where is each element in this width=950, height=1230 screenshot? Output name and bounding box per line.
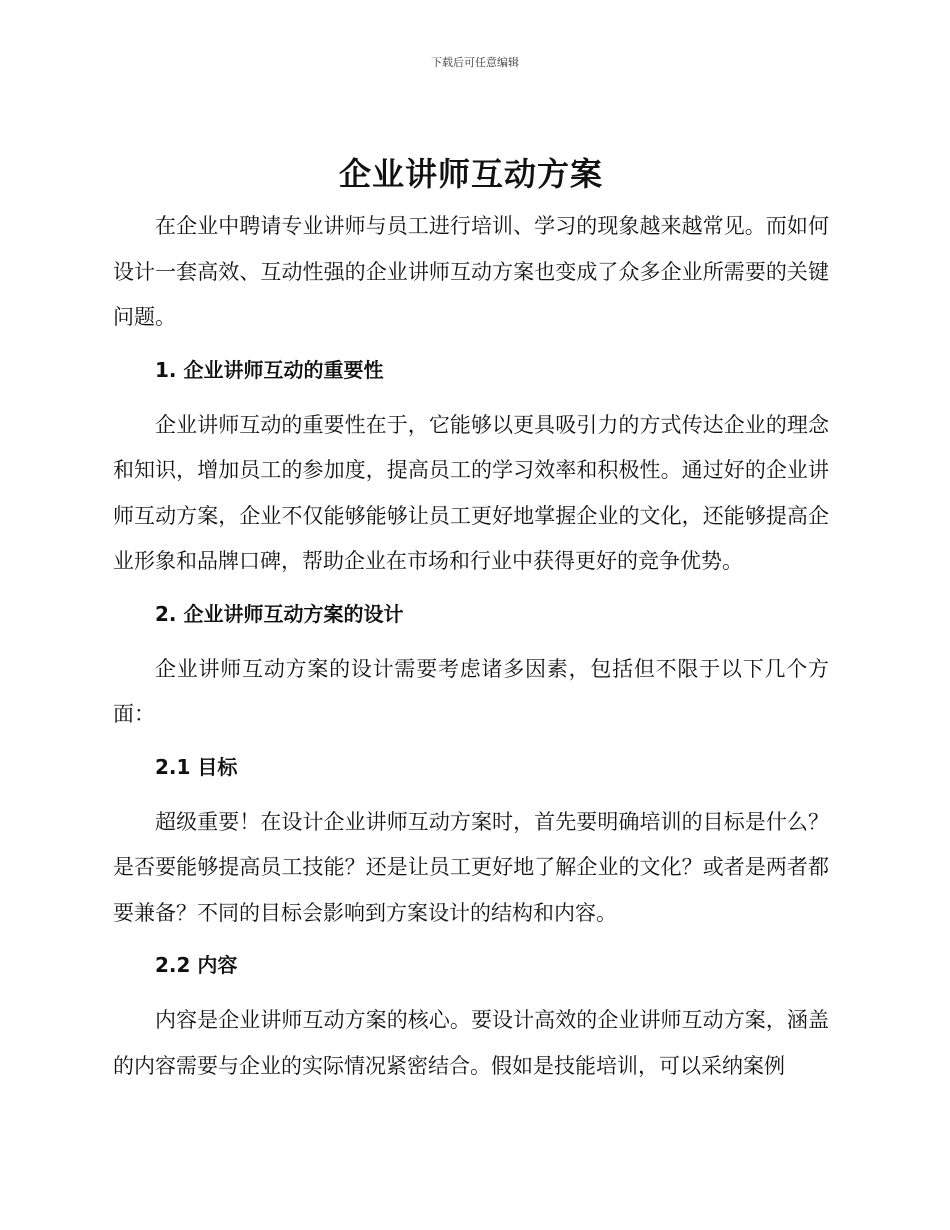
document-body <box>113 150 829 1089</box>
section-1-paragraph: 企业讲师互动的重要性在于，它能够以更具吸引力的方式传达企业的理念和知识，增加员工的参加度，提高员工的学习效率和积极性。通过好的企业讲师互动方案，企业不仅能够能够让员工更好地掌握企业的文化，还能够提高企业形象和品牌口碑，帮助企业在市场和行业中获得更好的竞争优势。 <box>113 412 829 573</box>
section-2-paragraph: 企业讲师互动方案的设计需要考虑诸多因素，包括但不限于以下几个方面： <box>113 656 829 726</box>
section-1-heading: 1. 企业讲师互动的重要性 <box>155 357 384 382</box>
section-2-1-paragraph: 超级重要！在设计企业讲师互动方案时，首先要明确培训的目标是什么？是否要能够提高员工技能？还是让员工更好地了解企业的文化？或者是两者都要兼备？不同的目标会影响到方案设计的结构和内容。 <box>113 809 829 925</box>
section-2-2-paragraph: 内容是企业讲师互动方案的核心。要设计高效的企业讲师互动方案，涵盖的内容需要与企业的实际情况紧密结合。假如是技能培训，可以采纳案例 <box>113 1008 829 1078</box>
document-title: 企业讲师互动方案 <box>338 155 603 193</box>
section-2-1-heading: 2.1 目标 <box>155 754 238 779</box>
section-2-heading: 2. 企业讲师互动方案的设计 <box>155 601 404 626</box>
section-2-2-heading: 2.2 内容 <box>155 953 238 977</box>
page-header-note: 下载后可任意编辑 <box>431 56 519 69</box>
intro-paragraph: 在企业中聘请专业讲师与员工进行培训、学习的现象越来越常见。而如何设计一套高效、互动性强的企业讲师互动方案也变成了众多企业所需要的关键问题。 <box>113 214 829 329</box>
